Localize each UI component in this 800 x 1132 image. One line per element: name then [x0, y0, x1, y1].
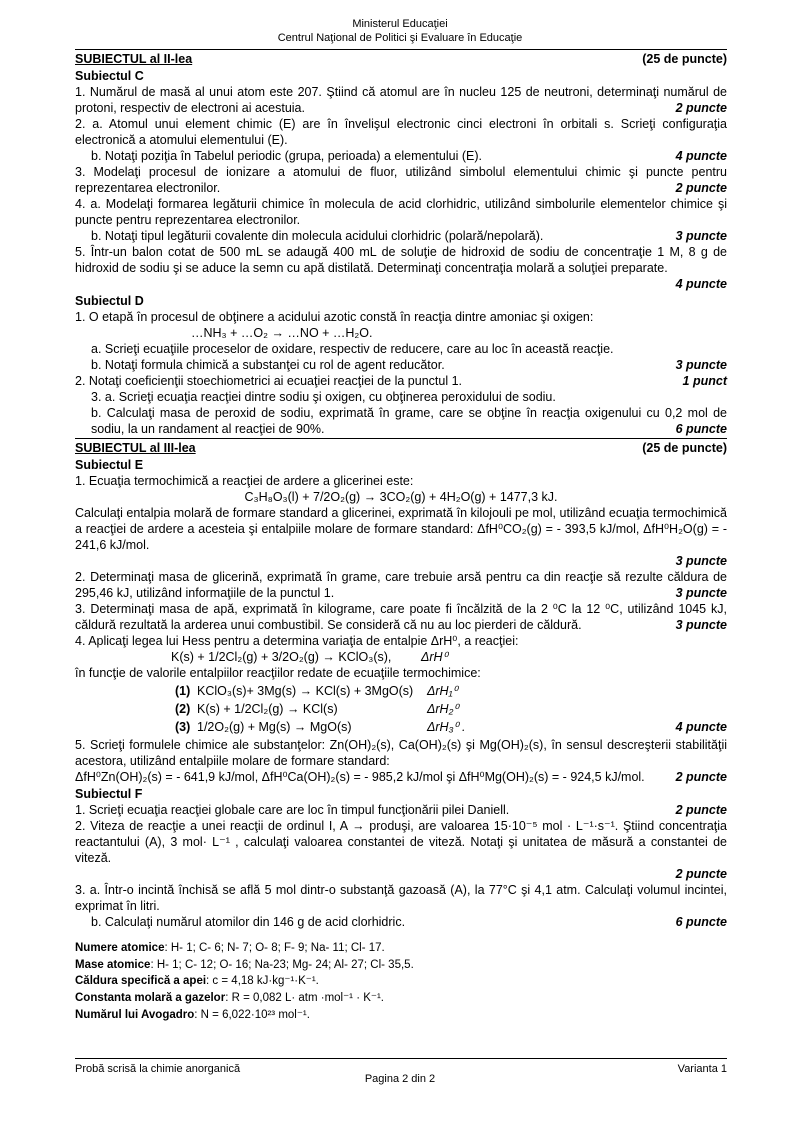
c5-points: 4 puncte	[675, 277, 727, 291]
c3-points: 2 puncte	[675, 181, 727, 195]
f1-points: 2 puncte	[675, 803, 727, 817]
gas-constant: Constanta molară a gazelor: R = 0,082 L· atm ·mol⁻¹ · K⁻¹.	[75, 992, 384, 1005]
item-e1-text: Calculaţi entalpia molară de formare standard a glicerinei, exprimată în kilojouli pe mol, utilizând ecuaţia termochimică a reacţiei de ardere a acesteia şi entalpiile molare de formare standard: ΔfH⁰CO₂(g) = - 393,5 kJ/mol, ΔfH⁰H₂O(g) = - 241,6 kJ/mol.	[75, 506, 727, 552]
page-header	[0, 18, 800, 46]
item-c2b: b. Notaţi poziţia în Tabelul periodic (grupa, perioada) a elementului (E). 4 puncte	[91, 149, 727, 163]
e1-points: 3 puncte	[675, 554, 727, 568]
e3-points: 3 puncte	[675, 618, 727, 632]
reaction-2: (2) K(s) + 1/2Cl₂(g) → KCl(s) ΔrH₂⁰	[175, 702, 459, 716]
e5-points: 2 puncte	[675, 770, 727, 784]
item-e1: 1. Ecuaţia termochimică a reacţiei de ardere a glicerinei este:	[75, 474, 414, 488]
subject-d-title: Subiectul D	[75, 294, 144, 308]
d2-points: 1 punct	[682, 374, 727, 388]
item-c4a: 4. a. Modelaţi formarea legăturii chimice în molecula de acid clorhidric, utilizând simbolurile elementelor chimice şi puncte pentru reprezentarea electronilor.	[75, 197, 727, 227]
item-c5: 5. Într-un balon cotat de 500 mL se adaugă 400 mL de soluţie de hidroxid de sodiu de concentraţie 1 M, 8 g de hidroxid de sodiu şi se aduce la semn cu apă distilată. Determinaţi concentraţia molară a soluţiei preparate.	[75, 245, 727, 275]
ministry-name: Ministerul Educaţiei	[352, 18, 448, 30]
section-3-heading	[75, 438, 727, 456]
constants-block	[75, 940, 727, 1023]
subject-e-title: Subiectul E	[75, 458, 144, 472]
d1-points: 3 puncte	[675, 358, 727, 372]
item-c3: 3. Modelaţi procesul de ionizare a atomului de fluor, utilizând simbolul elementului chimic şi puncte pentru reprezentarea electronilor. 2 puncte	[75, 165, 727, 195]
exam-name: Probă scrisă la chimie anorganică	[75, 1063, 241, 1075]
e4-equation: K(s) + 1/2Cl₂(g) + 3/2O₂(g) → KClO₃(s), ΔrH⁰	[171, 650, 448, 664]
item-c2a: 2. a. Atomul unui element chimic (E) are în învelişul electronic cinci electroni în orbitali s. Scrieţi configuraţia electronică a atomului elementului (E).	[75, 117, 727, 147]
section-2-points: (25 de puncte)	[642, 52, 727, 66]
section-2-heading	[75, 49, 727, 67]
f2-points: 2 puncte	[675, 867, 727, 881]
item-c1: 1. Numărul de masă al unui atom este 207. Ştiind că atomul are în nucleu 125 de neutroni, determinaţi numărul de protoni, respectiv de electroni ai acestuia. 2 puncte	[75, 85, 727, 115]
e5-values: ΔfH⁰Zn(OH)₂(s) = - 641,9 kJ/mol, ΔfH⁰Ca(OH)₂(s) = - 985,2 kJ/mol şi ΔfH⁰Mg(OH)₂(s) = - 924,5 kJ/mol. 2 puncte	[75, 770, 727, 784]
e1-equation: C₃H₈O₃(l) + 7/2O₂(g) → 3CO₂(g) + 4H₂O(g) + 1477,3 kJ.	[244, 490, 558, 504]
item-e3: 3. Determinaţi masa de apă, exprimată în kilograme, care poate fi încălzită de la 2 ⁰C la 12 ⁰C, utilizând 1045 kJ, căldură rezultată la arderea unui combustibil. Se consideră că nu au loc pierderi de căldură. 3 puncte	[75, 602, 727, 632]
item-e5: 5. Scrieţi formulele chimice ale substanţelor: Zn(OH)₂(s), Ca(OH)₂(s) şi Mg(OH)₂(s), în sensul descreşterii stabilităţii acestora, utilizând entalpiile molare de formare standard:	[75, 738, 727, 768]
f3-points: 6 puncte	[675, 915, 727, 929]
item-d3a: 3. a. Scrieţi ecuaţia reacţiei dintre sodiu şi oxigen, cu obţinerea peroxidului de sodiu.	[91, 390, 556, 404]
atomic-masses: Mase atomice: H- 1; C- 12; O- 16; Na-23; Mg- 24; Al- 27; Cl- 35,5.	[75, 958, 414, 971]
avogadro-number: Numărul lui Avogadro: N = 6,022·10²³ mol⁻¹.	[75, 1008, 310, 1021]
c2-points: 4 puncte	[675, 149, 727, 163]
item-f1: 1. Scrieţi ecuaţia reacţiei globale care are loc în timpul funcţionării pilei Daniell. 2 puncte	[75, 803, 727, 817]
exam-content	[75, 48, 727, 1023]
item-d1b: b. Notaţi formula chimică a substanţei cu rol de agent reducător. 3 puncte	[91, 358, 727, 372]
variant-label: Varianta 1	[677, 1063, 727, 1075]
e4-points: 4 puncte	[675, 720, 727, 734]
item-d1: 1. O etapă în procesul de obţinere a acidului azotic constă în reacţia dintre amoniac şi oxigen:	[75, 310, 594, 324]
section-3-points: (25 de puncte)	[642, 441, 727, 455]
section-3-title: SUBIECTUL al III-lea	[75, 441, 196, 455]
e2-points: 3 puncte	[675, 586, 727, 600]
center-name: Centrul Naţional de Politici şi Evaluare în Educaţie	[277, 31, 523, 44]
item-f3b: b. Calculaţi numărul atomilor din 146 g de acid clorhidric. 6 puncte	[91, 915, 727, 929]
item-e4-text: în funcţie de valorile entalpiilor reacţiilor redate de ecuaţiile termochimice:	[75, 666, 481, 680]
reaction-3: (3) 1/2O₂(g) + Mg(s) → MgO(s) ΔrH₃⁰ . 4 puncte	[175, 720, 727, 734]
specific-heat: Căldura specifică a apei: c = 4,18 kJ·kg⁻¹·K⁻¹.	[75, 975, 319, 988]
d3-points: 6 puncte	[675, 422, 727, 436]
subject-f-title: Subiectul F	[75, 787, 143, 801]
item-e4: 4. Aplicaţi legea lui Hess pentru a determina variaţia de entalpie ΔrH⁰, a reacţiei:	[75, 634, 519, 648]
item-f2: 2. Viteza de reacţie a unei reacţii de ordinul I, A → produşi, are valoarea 15·10⁻⁵ mol · L⁻¹·s⁻¹. Ştiind concentraţia reactantului (A), 3 mol· L⁻¹ , calculaţi valoarea constantei de viteză. Notaţi şi unitatea de măsură a constantei de viteză.	[75, 819, 727, 865]
item-c4b: b. Notaţi tipul legăturii covalente din molecula acidului clorhidric (polară/nepolară). 3 puncte	[91, 229, 727, 243]
c4-points: 3 puncte	[675, 229, 727, 243]
c1-points: 2 puncte	[675, 101, 727, 115]
d1-equation: …NH₃ + …O₂ → …NO + …H₂O.	[191, 326, 373, 340]
subject-c-title: Subiectul C	[75, 69, 144, 83]
page-number: Pagina 2 din 2	[364, 1073, 436, 1085]
section-2-title: SUBIECTUL al II-lea	[75, 52, 193, 66]
item-e2: 2. Determinaţi masa de glicerină, exprimată în grame, care trebuie arsă pentru ca din reacţie să rezulte căldura de 295,46 kJ, utilizând informaţiile de la punctul 1. 3 puncte	[75, 570, 727, 600]
atomic-numbers: Numere atomice: H- 1; C- 6; N- 7; O- 8; F- 9; Na- 11; Cl- 17.	[75, 942, 385, 954]
item-f3a: 3. a. Într-o incintă închisă se află 5 mol dintr-o substanţă gazoasă (A), la 77°C şi 4,1 atm. Calculaţi volumul incintei, exprimat în litri.	[75, 883, 727, 913]
item-d3b: b. Calculaţi masa de peroxid de sodiu, exprimată în grame, care se obţine în reacţia oxigenului cu 0,2 mol de sodiu, la un randament al reacţiei de 90%. 6 puncte	[91, 406, 727, 436]
reaction-1: (1) KClO₃(s)+ 3Mg(s) → KCl(s) + 3MgO(s) ΔrH₁⁰	[175, 684, 458, 698]
item-d2: 2. Notaţi coeficienţii stoechiometrici ai ecuaţiei reacţiei de la punctul 1. 1 punct	[75, 374, 727, 388]
item-d1a: a. Scrieţi ecuaţiile proceselor de oxidare, respectiv de reducere, care au loc în această reacţie.	[91, 342, 614, 356]
